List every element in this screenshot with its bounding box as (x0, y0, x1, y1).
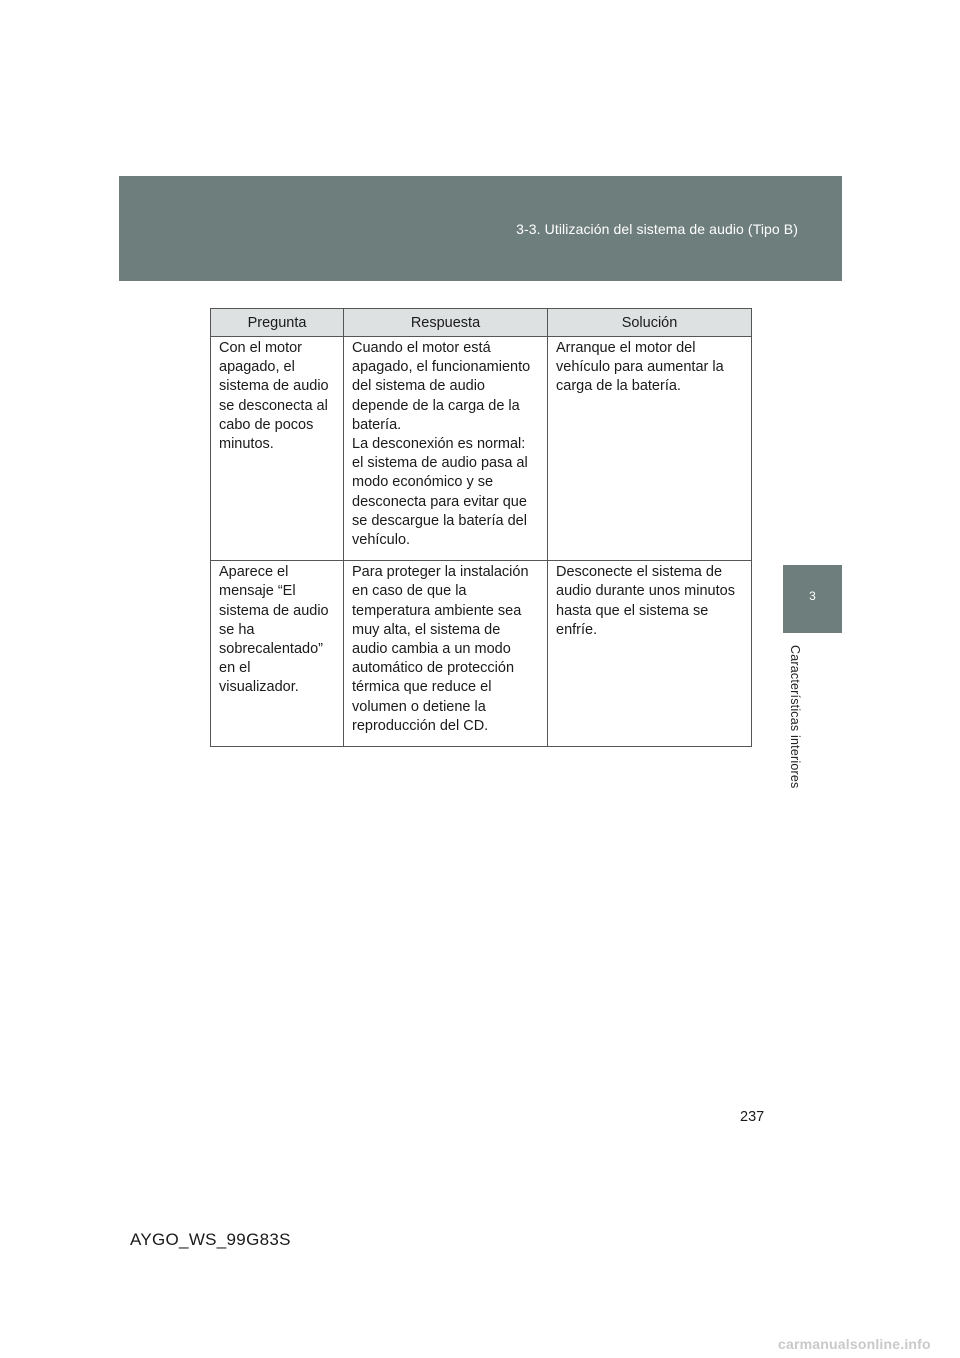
column-header-solucion: Solución (548, 309, 752, 337)
table-cell-question: Aparece el mensaje “El sistema de audio se ha sobrecalentado” en el visualizador. (211, 561, 344, 747)
chapter-label: Características interiores (788, 645, 802, 789)
chapter-tab (783, 565, 842, 633)
troubleshooting-table (210, 308, 752, 747)
chapter-number: 3 (809, 589, 816, 603)
column-header-respuesta: Respuesta (344, 309, 548, 337)
table-row (211, 337, 752, 561)
document-code: AYGO_WS_99G83S (130, 1230, 291, 1249)
section-title: 3-3. Utilización del sistema de audio (Tipo B) (516, 221, 798, 237)
table-cell-answer: Para proteger la instalación en caso de que la temperatura ambiente sea muy alta, el sistema de audio cambia a un modo automático de protección térmica que reduce el volumen o detiene la reproducción del CD. (344, 561, 548, 747)
table-header-row (211, 309, 752, 337)
column-header-pregunta: Pregunta (211, 309, 344, 337)
watermark: carmanualsonline.info (778, 1336, 931, 1352)
header-band (119, 176, 842, 281)
table-row (211, 561, 752, 747)
table-cell-question: Con el motor apagado, el sistema de audio se desconecta al cabo de pocos minutos. (211, 337, 344, 561)
table-cell-solution: Arranque el motor del vehículo para aumentar la carga de la batería. (548, 337, 752, 561)
page-number: 237 (740, 1109, 765, 1125)
table-cell-answer: Cuando el motor está apagado, el funcionamiento del sistema de audio depende de la carga de la batería. La desconexión es normal: el sistema de audio pasa al modo económico y se desconecta para evitar que se descargue la batería del vehículo. (344, 337, 548, 561)
table-cell-solution: Desconecte el sistema de audio durante unos minutos hasta que el sistema se enfríe. (548, 561, 752, 747)
